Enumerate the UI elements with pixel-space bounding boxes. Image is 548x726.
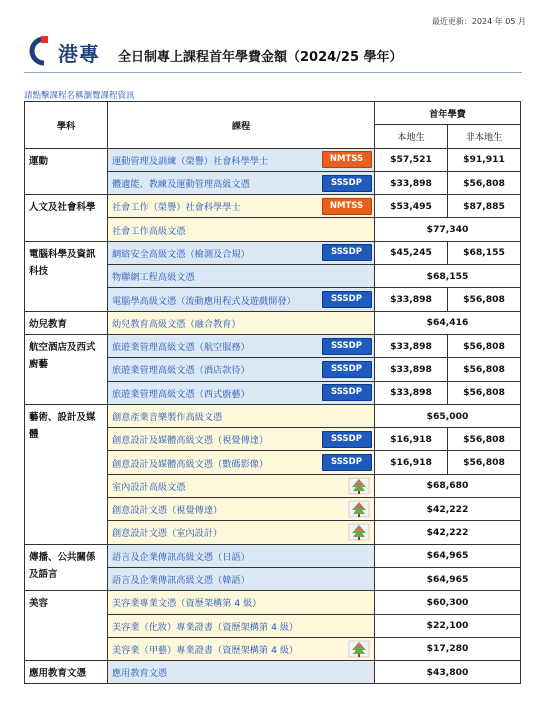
programme-cell: [108, 218, 322, 241]
non-local-fee-cell: $56,808: [448, 171, 521, 194]
fee-table: [24, 101, 521, 684]
badge-cell: [322, 241, 375, 264]
badge-cell: [322, 358, 375, 381]
programme-link[interactable]: 創意設計及媒體高級文憑（視覺傳達）: [112, 435, 269, 447]
programme-cell: [108, 334, 322, 357]
local-fee-cell: $16,918: [375, 451, 448, 474]
badge-cell: [322, 265, 375, 288]
programme-link[interactable]: 體適能、教練及運動管理高級文憑: [112, 179, 250, 191]
fee-cell: $64,416: [375, 311, 521, 334]
nmtss-badge: NMTSS: [322, 198, 372, 215]
programme-cell: [108, 474, 322, 497]
programme-link[interactable]: 旅遊業管理高級文憑（西式廚藝）: [112, 388, 250, 400]
programme-link[interactable]: 室內設計高級文憑: [112, 481, 186, 493]
badge-cell: [322, 544, 375, 567]
programme-cell: [108, 567, 322, 590]
programme-cell: [108, 428, 322, 451]
badge-cell: [322, 218, 375, 241]
programme-link[interactable]: 電腦學高級文憑（流動應用程式及遊戲開發）: [112, 295, 296, 307]
badge-cell: [322, 404, 375, 427]
programme-link[interactable]: 美容業（甲藝）專業證書（資歷架構第 4 級）: [112, 644, 299, 656]
header-subject: 學科: [25, 102, 108, 149]
header-non-local: 非本地生: [448, 125, 521, 148]
fee-cell: $22,100: [375, 614, 521, 637]
non-local-fee-cell: $91,911: [448, 148, 521, 171]
subject-cell: 電腦科學及資訊科技: [25, 241, 108, 311]
fee-cell: $60,300: [375, 591, 521, 614]
sssdp-badge: SSSDP: [322, 175, 372, 192]
programme-link[interactable]: 創意產業音樂製作高級文憑: [112, 412, 223, 423]
programme-cell: [108, 544, 322, 567]
programme-link[interactable]: 創意設計文憑（室內設計）: [112, 528, 223, 540]
fee-cell: $42,222: [375, 498, 521, 521]
local-fee-cell: $53,495: [375, 195, 448, 218]
fee-table-body: [25, 148, 521, 684]
subject-cell: 運動: [25, 148, 108, 195]
programme-link[interactable]: 運動管理及訓練（榮譽）社會科學學士: [112, 155, 269, 167]
fee-cell: $43,800: [375, 661, 521, 684]
subject-cell: 航空酒店及西式廚藝: [25, 334, 108, 404]
fee-cell: $68,680: [375, 474, 521, 497]
badge-cell: [322, 521, 375, 544]
programme-cell: [108, 498, 322, 521]
local-fee-cell: $33,898: [375, 334, 448, 357]
subject-cell: 人文及社會科學: [25, 195, 108, 242]
badge-cell: [322, 614, 375, 637]
badge-cell: [322, 171, 375, 194]
non-local-fee-cell: $56,808: [448, 428, 521, 451]
programme-cell: [108, 521, 322, 544]
programme-cell: [108, 404, 322, 427]
programme-link[interactable]: 創意設計及媒體高級文憑（數碼影像）: [112, 458, 269, 470]
table-row: [25, 311, 521, 334]
non-local-fee-cell: $68,155: [448, 241, 521, 264]
programme-link[interactable]: 幼兒教育高級文憑（融合教育）: [112, 318, 241, 330]
badge-cell: [322, 451, 375, 474]
non-local-fee-cell: $56,808: [448, 288, 521, 311]
programme-link[interactable]: 社會工作（榮譽）社會科學學士: [112, 202, 241, 214]
programme-link[interactable]: 旅遊業管理高級文憑（航空服務）: [112, 342, 250, 354]
badge-cell: [322, 661, 375, 684]
non-local-fee-cell: $56,808: [448, 334, 521, 357]
programme-link[interactable]: 應用教育文憑: [112, 668, 168, 680]
badge-cell: [322, 498, 375, 521]
tree-icon: [348, 640, 370, 658]
sssdp-badge: SSSDP: [322, 338, 372, 355]
table-row: [25, 404, 521, 427]
table-row: [25, 195, 521, 218]
local-fee-cell: $33,898: [375, 358, 448, 381]
programme-cell: [108, 381, 322, 404]
subject-cell: 幼兒教育: [25, 311, 108, 334]
programme-cell: [108, 451, 322, 474]
tree-icon: [348, 523, 370, 541]
programme-link[interactable]: 美容業專業文憑（資歷架構第 4 級）: [112, 598, 262, 610]
table-row: [25, 148, 521, 171]
badge-cell: [322, 195, 375, 218]
programme-link[interactable]: 物聯網工程高級文憑: [112, 272, 195, 284]
badge-cell: [322, 311, 375, 334]
non-local-fee-cell: $56,808: [448, 358, 521, 381]
badge-cell: [322, 474, 375, 497]
tree-icon: [348, 477, 370, 495]
page-header: [24, 36, 524, 70]
fee-cell: $64,965: [375, 567, 521, 590]
subject-cell: 美容: [25, 591, 108, 661]
programme-cell: [108, 148, 322, 171]
fee-cell: $68,155: [375, 265, 521, 288]
programme-cell: [108, 637, 322, 660]
table-row: [25, 591, 521, 614]
non-local-fee-cell: $56,808: [448, 381, 521, 404]
programme-link[interactable]: 語言及企業傳訊高級文憑（韓語）: [112, 575, 250, 587]
local-fee-cell: $16,918: [375, 428, 448, 451]
table-row: [25, 661, 521, 684]
programme-cell: [108, 311, 322, 334]
table-row: [25, 334, 521, 357]
non-local-fee-cell: $56,808: [448, 451, 521, 474]
badge-cell: [322, 428, 375, 451]
fee-cell: $77,340: [375, 218, 521, 241]
sssdp-badge: SSSDP: [322, 454, 372, 471]
fee-cell: $42,222: [375, 521, 521, 544]
programme-link[interactable]: 語言及企業傳訊高級文憑（日語）: [112, 551, 250, 563]
fee-cell: $65,000: [375, 404, 521, 427]
programme-cell: [108, 265, 322, 288]
local-fee-cell: $33,898: [375, 288, 448, 311]
programme-link[interactable]: 美容業（化妝）專業證書（資歷架構第 4 級）: [112, 621, 299, 633]
link-instruction: 請點擊課程名稱瀏覽課程資訊: [24, 91, 135, 101]
programme-cell: [108, 241, 322, 264]
subject-cell: 藝術、設計及媒體: [25, 404, 108, 544]
last-updated-text: 最近更新：2024 年 05 月: [431, 17, 526, 26]
tree-icon: [348, 500, 370, 518]
sssdp-badge: SSSDP: [322, 244, 372, 261]
subject-cell: 傳播、公共關係及語言: [25, 544, 108, 591]
page-title: 全日制專上課程首年學費金額（2024/25 學年）: [118, 50, 403, 65]
programme-cell: [108, 288, 322, 311]
sssdp-badge: SSSDP: [322, 291, 372, 308]
local-fee-cell: $33,898: [375, 171, 448, 194]
header-divider: [24, 72, 522, 73]
logo-c-icon: [24, 36, 50, 66]
badge-cell: [322, 381, 375, 404]
programme-link[interactable]: 網絡安全高級文憑（檢測及合規）: [112, 248, 250, 260]
programme-cell: [108, 358, 322, 381]
programme-link[interactable]: 社會工作高級文憑: [112, 225, 186, 237]
programme-link[interactable]: 創意設計文憑（視覺傳達）: [112, 505, 223, 517]
subject-cell: 應用教育文憑: [25, 661, 108, 684]
badge-cell: [322, 288, 375, 311]
badge-cell: [322, 334, 375, 357]
programme-cell: [108, 591, 322, 614]
programme-cell: [108, 661, 322, 684]
header-first-year-fee: 首年學費: [375, 102, 521, 125]
local-fee-cell: $57,521: [375, 148, 448, 171]
fee-cell: $17,280: [375, 637, 521, 660]
sssdp-badge: SSSDP: [322, 361, 372, 378]
header-programme: 課程: [108, 102, 375, 149]
badge-cell: [322, 567, 375, 590]
table-row: [25, 241, 521, 264]
logo-text: 港專: [58, 42, 100, 66]
programme-link[interactable]: 旅遊業管理高級文憑（酒店款待）: [112, 365, 250, 377]
badge-cell: [322, 148, 375, 171]
badge-cell: [322, 637, 375, 660]
table-row: [25, 544, 521, 567]
programme-cell: [108, 171, 322, 194]
non-local-fee-cell: $87,885: [448, 195, 521, 218]
badge-cell: [322, 591, 375, 614]
local-fee-cell: $33,898: [375, 381, 448, 404]
programme-cell: [108, 614, 322, 637]
sssdp-badge: SSSDP: [322, 384, 372, 401]
sssdp-badge: SSSDP: [322, 431, 372, 448]
local-fee-cell: $45,245: [375, 241, 448, 264]
nmtss-badge: NMTSS: [322, 151, 372, 168]
fee-cell: $64,965: [375, 544, 521, 567]
programme-cell: [108, 195, 322, 218]
header-local: 本地生: [375, 125, 448, 148]
